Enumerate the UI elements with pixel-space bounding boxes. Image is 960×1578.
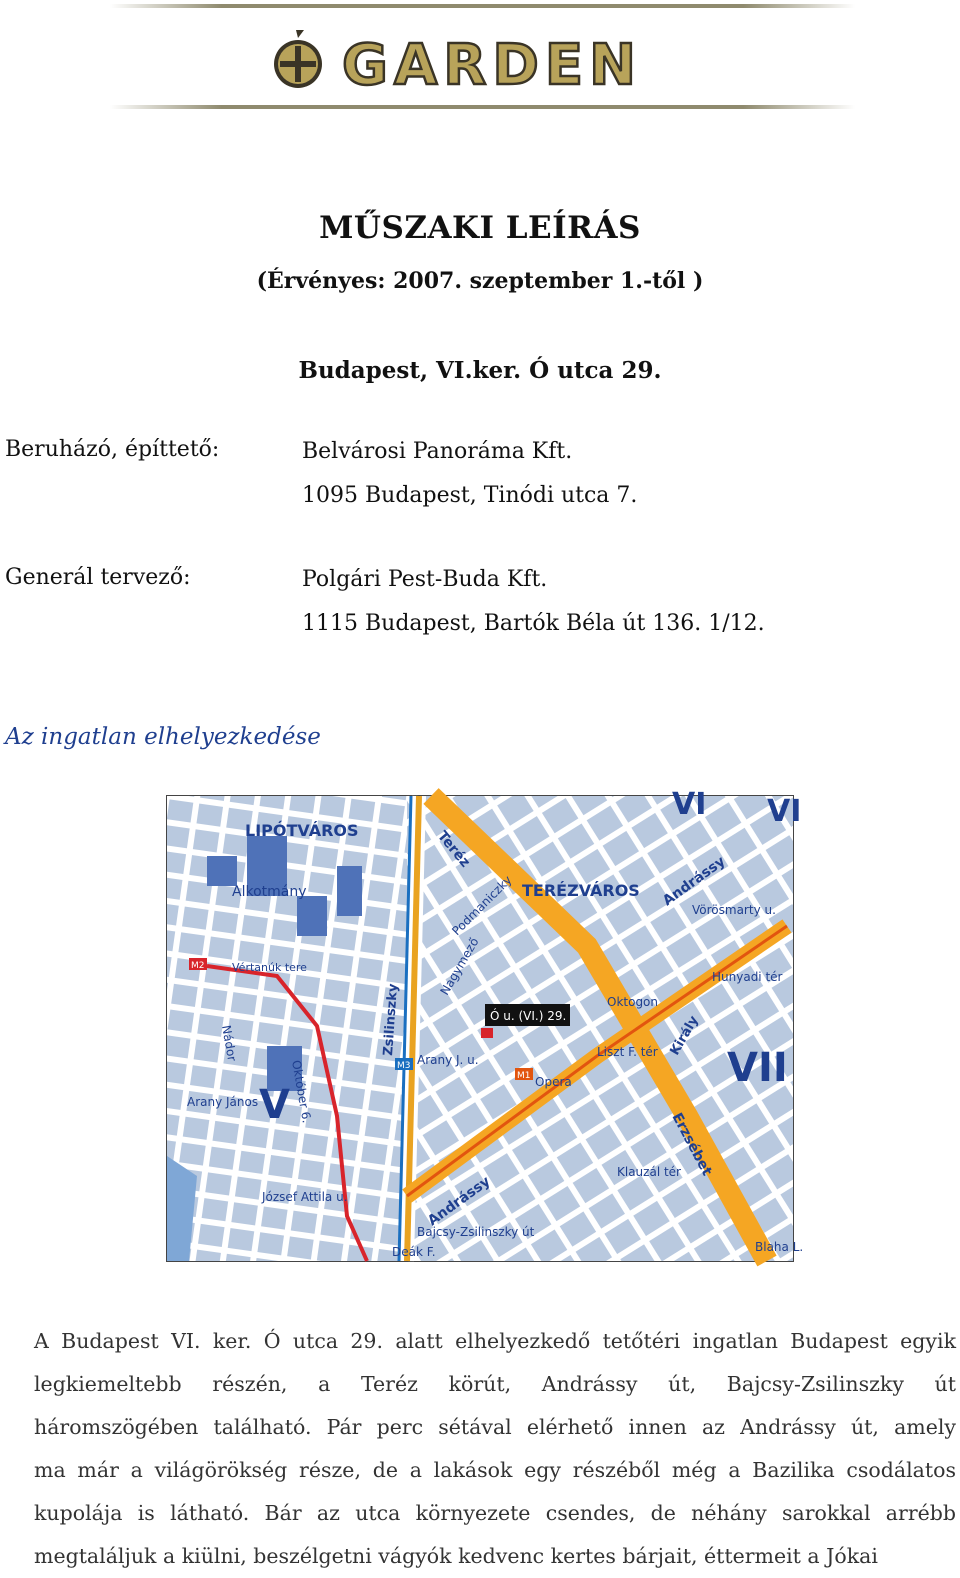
- map-label-vi: VI: [672, 787, 707, 822]
- map-label-lipotvaros: LIPÓTVÁROS: [245, 821, 359, 840]
- map-m3-label: M3: [397, 1061, 411, 1071]
- logo-text: GARDEN: [342, 33, 643, 98]
- map-label-kiraly: Király: [667, 1013, 702, 1058]
- map-label-terezvaros: TERÉZVÁROS: [522, 881, 640, 900]
- property-address: Budapest, VI.ker. Ó utca 29.: [298, 357, 662, 384]
- paragraph-line: megtaláljuk a kiülni, beszélgetni vágyók kedvenc kertes bárjait, éttermeit a Jókai: [34, 1544, 878, 1568]
- map-label-alkotmany: Alkotmány: [232, 884, 307, 900]
- map-label-podmaniczky: Podmaniczky: [449, 872, 515, 939]
- map-marker-label: Ó u. (VI.) 29.: [490, 1009, 567, 1023]
- paragraph-line: A Budapest VI. ker. Ó utca 29. alatt elhelyezkedő tetőtéri ingatlan Budapest egyik: [34, 1329, 956, 1353]
- paragraph-line: ma már a világörökség része, de a lakások egy részéből még a Bazilika csodálatos: [34, 1458, 956, 1482]
- map-label-opera: Opera: [535, 1075, 572, 1089]
- map-svg: [167, 787, 804, 1261]
- section-heading: Az ingatlan elhelyezkedése: [5, 724, 321, 750]
- map-label-hunyadi: Hunyadi tér: [712, 970, 783, 984]
- planner-name: Polgári Pest-Buda Kft.: [302, 567, 548, 592]
- map-label-bajcsy-station: Bajcsy-Zsilinszky út: [417, 1225, 535, 1239]
- map-label-blaha: Blaha L.: [755, 1240, 804, 1254]
- map-label-vi-2: VI: [767, 794, 802, 829]
- map-label-terez: Teréz: [433, 828, 474, 871]
- map-label-nador: Nádor: [219, 1024, 240, 1063]
- paragraph-line: háromszögében található. Pár perc sétával elérhető innen az Andrássy út, amely: [34, 1415, 956, 1439]
- location-map: [166, 787, 804, 1262]
- map-label-arany-janos: Arany János: [187, 1095, 259, 1109]
- validity-note: (Érvényes: 2007. szeptember 1.-től ): [256, 268, 704, 294]
- logo-top-rule: [110, 4, 855, 8]
- map-label-andrassy: Andrássy: [424, 1173, 494, 1230]
- map-block-dark: [297, 896, 327, 936]
- map-label-nagymezo: Nagymező: [437, 935, 482, 998]
- map-label-vertanuk: Vértanúk tere: [232, 961, 307, 974]
- map-m1-label: M1: [517, 1071, 531, 1081]
- map-label-jozsef-attila: József Attila u.: [262, 1190, 348, 1204]
- map-label-liszt: Liszt F. tér: [597, 1045, 658, 1059]
- map-label-arany: Arany J. u.: [417, 1053, 479, 1067]
- description-paragraph: [34, 1320, 956, 1578]
- map-label-zsilinszky: Zsilinszky: [381, 983, 402, 1057]
- logo-mark: [270, 28, 700, 98]
- logo: [110, 0, 855, 118]
- map-block-dark: [207, 856, 237, 886]
- map-label-oktober: Október 6.: [289, 1059, 314, 1125]
- map-label-erzsebet: Erzsébet: [668, 1110, 715, 1179]
- investor-label: Beruházó, építtető:: [5, 437, 220, 462]
- map-label-klauzal: Klauzál tér: [617, 1165, 681, 1179]
- map-label-oktogon: Oktogon: [607, 995, 659, 1009]
- circle-cross-icon: [274, 30, 322, 88]
- map-label-vorosmarty: Vörösmarty u.: [692, 903, 776, 917]
- planner-label: Generál tervező:: [5, 565, 191, 590]
- map-marker-pin: [481, 1028, 493, 1038]
- page-title: MŰSZAKI LEÍRÁS: [319, 210, 641, 246]
- paragraph-line: legkiemeltebb részén, a Teréz körút, Andrássy út, Bajcsy-Zsilinszky út: [34, 1372, 956, 1396]
- map-label-v: V: [259, 1082, 290, 1128]
- map-m2-label: M2: [191, 961, 205, 971]
- paragraph-line: kupolája is látható. Bár az utca környezete csendes, de néhány sarokkal arrébb: [34, 1501, 956, 1525]
- planner-address: 1115 Budapest, Bartók Béla út 136. 1/12.: [302, 611, 765, 636]
- map-label-vii: VII: [727, 1045, 788, 1091]
- map-label-andrassy-2: Andrássy: [659, 853, 729, 910]
- investor-address: 1095 Budapest, Tinódi utca 7.: [302, 483, 638, 508]
- logo-bottom-rule: [110, 105, 855, 109]
- investor-name: Belvárosi Panoráma Kft.: [302, 439, 573, 464]
- map-block-dark: [337, 866, 362, 916]
- map-label-deak: Deák F.: [392, 1245, 436, 1259]
